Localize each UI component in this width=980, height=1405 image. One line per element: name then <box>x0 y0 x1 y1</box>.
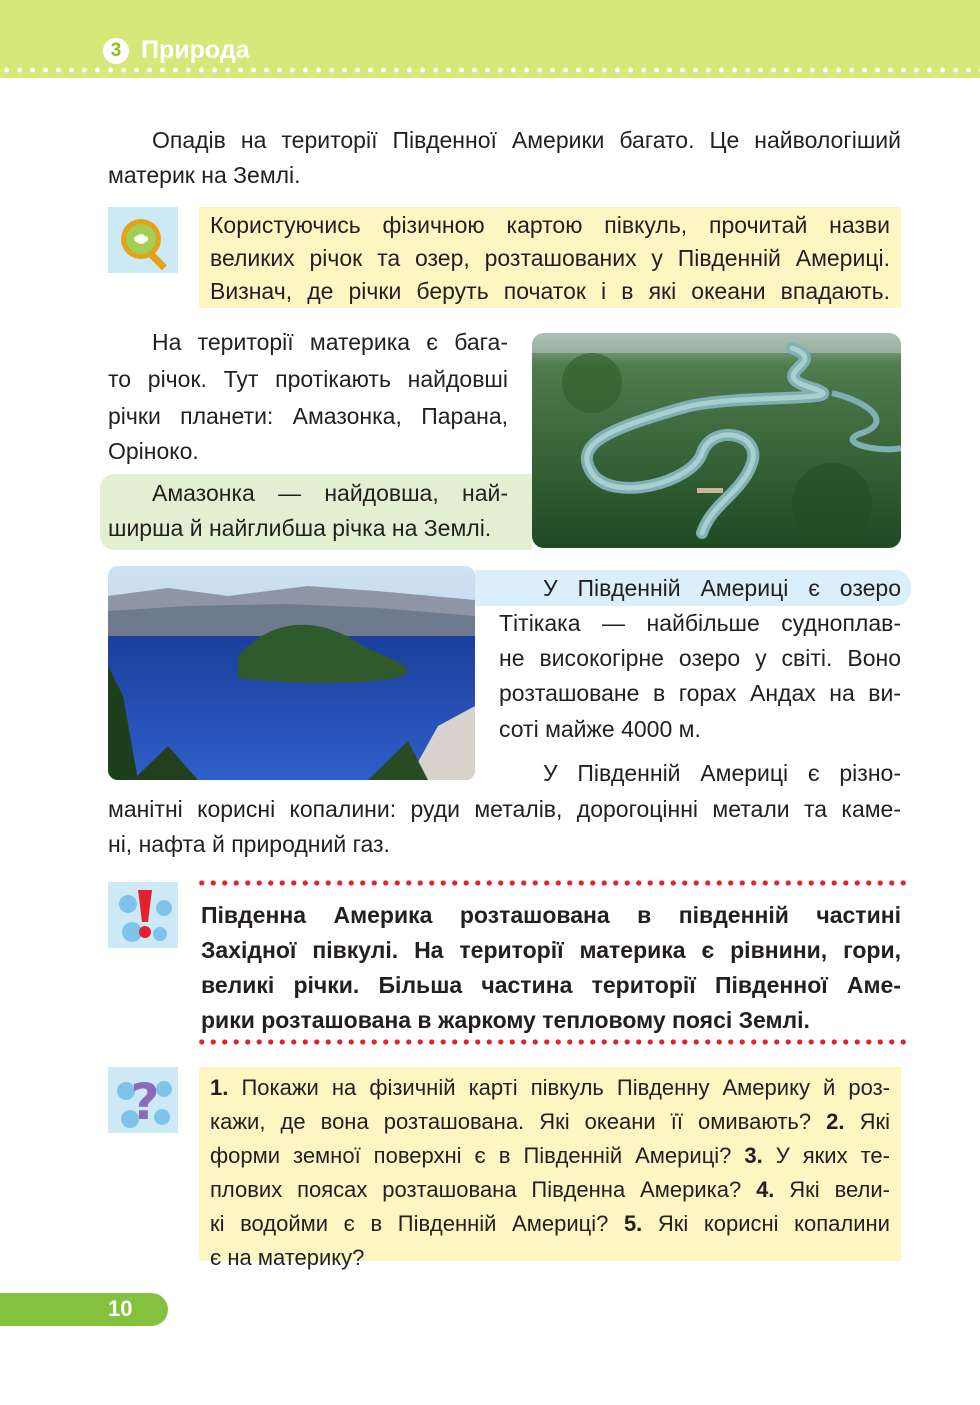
intro-line-2: материк на Землі. <box>108 162 301 188</box>
titicaca-line-5: соті майже 4000 м. <box>499 716 701 742</box>
intro-line-1: Опадів на території Південної Америки багато. Це найвологіший <box>152 127 901 153</box>
minerals-line-2: манітні корисні копалини: руди металів, дорогоцінні метали та каме- <box>108 796 901 822</box>
chapter-title: Природа <box>141 36 250 64</box>
summary-line-3: великі річки. Більша частина території Південної Аме- <box>201 972 901 998</box>
rivers-line-4: Оріноко. <box>108 438 199 464</box>
question-3-text-a: У яких те- <box>775 1143 890 1168</box>
rivers-line-3: річки планети: Амазонка, Парана, <box>108 403 508 429</box>
exclamation-icon <box>108 882 182 952</box>
svg-text:?: ? <box>130 1073 160 1131</box>
task-line-2: великих річок та озер, розташованих у Південній Америці. <box>210 245 890 271</box>
question-4-number: 4. <box>756 1177 775 1202</box>
summary-top-dotted-divider <box>196 879 906 887</box>
header-dotted-divider <box>0 66 980 74</box>
question-2-text-b: форми земної поверхні є в Південній Америці? <box>210 1143 732 1168</box>
summary-line-2: Західної півкулі. На території материка є рівнини, гори, <box>201 937 901 963</box>
minerals-line-3: ні, нафта й природний газ. <box>108 831 390 857</box>
task-line-1: Користуючись фізичною картою півкуль, прочитай назви <box>210 212 890 238</box>
question-3-text-b: плових поясах розташована Південна Америка? <box>210 1177 742 1202</box>
chapter-number-badge: 3 <box>103 38 129 64</box>
amazon-line-1: Амазонка — найдовша, най- <box>152 480 508 506</box>
question-1-text-b: кажи, де вона розташована. Які океани її омивають? <box>210 1109 812 1134</box>
titicaca-line-2: Тітікака — найбільше судноплав- <box>499 610 901 636</box>
summary-line-4: рики розташована в жаркому тепловому поясі Землі. <box>201 1007 810 1033</box>
titicaca-line-3: не високогірне озеро у світі. Воно <box>499 645 901 671</box>
page-number: 10 <box>108 1296 133 1321</box>
question-4-text-b: кі водойми є в Південній Америці? <box>210 1211 609 1236</box>
titicaca-line-1: У Південній Америці є озеро <box>543 575 901 601</box>
summary-line-1: Південна Америка розташована в південній частині <box>201 902 901 928</box>
task-line-3: Визнач, де річки беруть початок і в які океани впадають. <box>210 278 890 304</box>
question-2-text-a: Які <box>859 1109 890 1134</box>
questions-text <box>210 1071 890 1275</box>
minerals-line-1: У Південній Америці є різно- <box>543 760 901 786</box>
question-2-number: 2. <box>826 1109 845 1134</box>
question-icon <box>108 1067 182 1137</box>
rivers-line-2: то річок. Тут протікають найдовші <box>108 366 508 392</box>
question-5-text-b: є на материку? <box>210 1245 365 1270</box>
amazon-river-photo <box>532 333 901 548</box>
question-1-number: 1. <box>210 1075 229 1100</box>
titicaca-lake-photo <box>108 566 475 780</box>
magnifier-icon <box>108 207 182 277</box>
question-5-text-a: Які корисні копалини <box>657 1211 890 1236</box>
summary-bottom-dotted-divider <box>196 1038 906 1046</box>
question-3-number: 3. <box>744 1143 763 1168</box>
question-5-number: 5. <box>623 1211 643 1236</box>
question-1-text-a: Покажи на фізичній карті півкуль Південну Америку й роз- <box>241 1075 890 1100</box>
amazon-line-2: ширша й найглибша річка на Землі. <box>108 515 492 541</box>
page-number-tab <box>0 1293 168 1326</box>
summary-text <box>201 898 901 1038</box>
titicaca-line-4: розташоване в горах Андах на ви- <box>499 680 901 706</box>
question-4-text-a: Які вели- <box>789 1177 890 1202</box>
rivers-line-1: На території материка є бага- <box>152 329 508 355</box>
